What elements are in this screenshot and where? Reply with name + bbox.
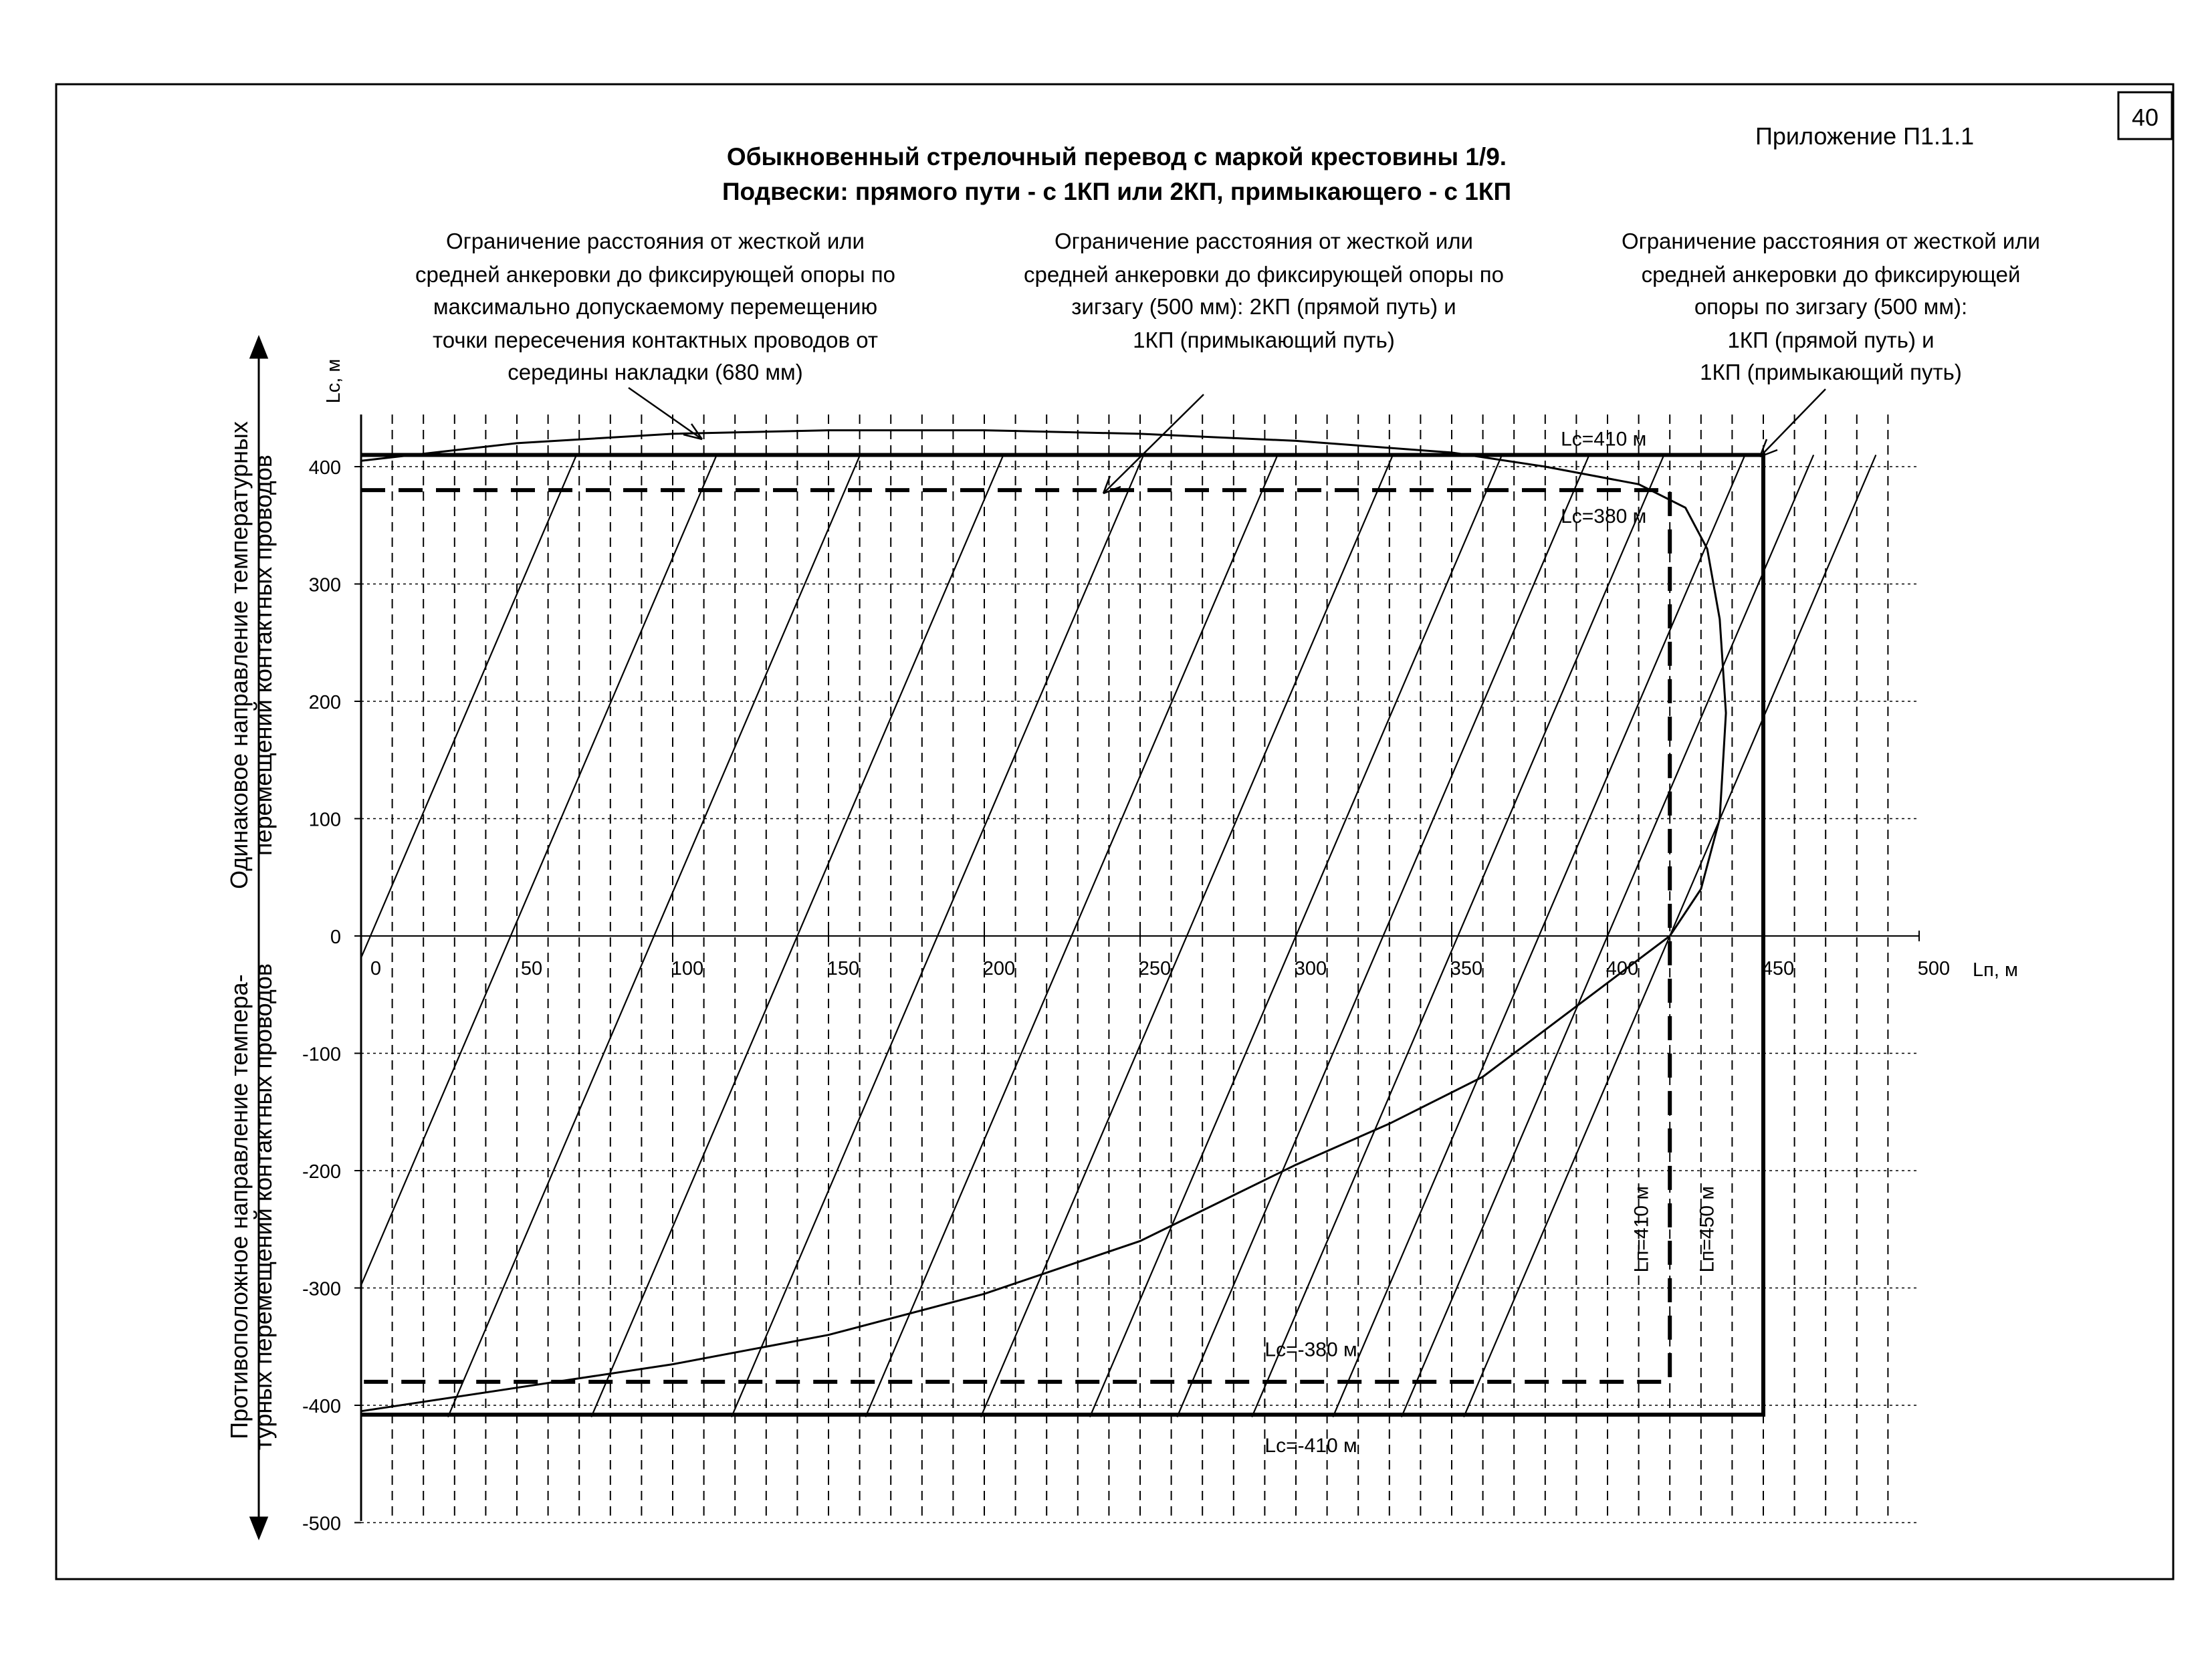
- page-number: 40: [2131, 104, 2159, 131]
- note-middle: [1024, 229, 1504, 352]
- x-tick-label-500: 500: [1917, 958, 1951, 979]
- y-tick-label-0: 0: [330, 927, 341, 948]
- note-left-line-3: максимально допускаемому перемещению: [433, 294, 878, 319]
- annotation-lp-450: Lп=450 м: [1696, 1186, 1719, 1273]
- note-left-line-2: средней анкеровки до фиксирующей опоры по: [415, 262, 896, 287]
- x-tick-label-50: 50: [520, 958, 543, 979]
- y-tick-label--400: -400: [302, 1396, 341, 1417]
- note-middle-line-4: 1КП (примыкающий путь): [1133, 328, 1395, 352]
- chart-title-line-2: Подвески: прямого пути - с 1КП или 2КП, примыкающего - с 1КП: [722, 178, 1512, 205]
- y-side-label-lower: [225, 963, 277, 1450]
- y-axis-title-group: [323, 359, 344, 404]
- y-axis-title: Lс, м: [323, 358, 344, 404]
- note-right-line-4: 1КП (прямой путь) и: [1727, 328, 1934, 352]
- series-group: [361, 431, 1763, 1415]
- y-tick-label-400: 400: [308, 457, 341, 479]
- y-tick-label-100: 100: [308, 809, 341, 831]
- annotation-lc-minus-380: Lс=-380 м: [1264, 1338, 1357, 1361]
- x-tick-label-300: 300: [1294, 958, 1327, 979]
- x-tick-label-200: 200: [982, 958, 1016, 979]
- tick-labels: [302, 457, 1950, 1535]
- appendix-label: Приложение П1.1.1: [1755, 122, 1975, 150]
- x-tick-label-150: 150: [826, 958, 860, 979]
- y-arrow-up: [251, 338, 267, 358]
- x-tick-label-250: 250: [1138, 958, 1172, 979]
- series-limit-680mm-curve: [361, 431, 1726, 1411]
- y-tick-label--100: -100: [302, 1044, 341, 1066]
- x-tick-label-350: 350: [1450, 958, 1483, 979]
- y-tick-label--500: -500: [302, 1513, 341, 1535]
- note-left-line-1: Ограничение расстояния от жесткой или: [445, 229, 865, 253]
- note-right-line-2: средней анкеровки до фиксирующей: [1641, 262, 2021, 287]
- y-side-upper-line-1: Одинаковое направление температурных: [225, 421, 253, 889]
- x-tick-label-400: 400: [1606, 958, 1639, 979]
- y-side-lower-line-2: турных перемещений контактных проводов: [249, 963, 277, 1451]
- x-tick-label-450: 450: [1761, 958, 1795, 979]
- annotation-lp-410: Lп=410 м: [1630, 1186, 1653, 1273]
- note-left: [415, 229, 895, 384]
- annotation-lc-410: Lс=410 м: [1561, 428, 1647, 451]
- x-tick-label-0: 0: [370, 958, 382, 979]
- note-left-line-5: середины накладки (680 мм): [508, 360, 803, 384]
- y-arrow-down: [251, 1518, 267, 1538]
- x-tick-label-100: 100: [671, 958, 704, 979]
- note-middle-line-2: средней анкеровки до фиксирующей опоры по: [1023, 262, 1505, 287]
- annotation-lc-380: Lс=380 м: [1561, 505, 1647, 528]
- y-tick-label-300: 300: [308, 574, 341, 596]
- note-right-line-1: Ограничение расстояния от жесткой или: [1621, 229, 2041, 253]
- series-limit-410-450: [361, 455, 1763, 1415]
- chart-title-line-1: Обыкновенный стрелочный перевод с маркой крестовины 1/9.: [726, 143, 1507, 170]
- y-tick-label--200: -200: [302, 1161, 341, 1183]
- pointer-middle: [1103, 394, 1204, 493]
- note-middle-line-1: Ограничение расстояния от жесткой или: [1054, 229, 1474, 253]
- note-middle-line-3: зигзагу (500 мм): 2КП (прямой путь) и: [1071, 294, 1456, 319]
- annotation-lc-minus-410: Lс=-410 м: [1264, 1435, 1357, 1457]
- y-side-lower-line-1: Противоположное направление темпера-: [225, 974, 253, 1439]
- pointer-left: [629, 388, 702, 439]
- note-right: [1622, 229, 2040, 384]
- note-left-line-4: точки пересечения контактных проводов от: [433, 328, 878, 352]
- y-side-label-upper: [225, 421, 277, 889]
- y-tick-label--300: -300: [302, 1278, 341, 1300]
- note-right-line-5: 1КП (примыкающий путь): [1700, 360, 1962, 384]
- x-axis-title: Lп, м: [1973, 959, 2018, 981]
- axes: [354, 414, 1919, 1523]
- y-side-upper-line-2: перемещений контактных проводов: [249, 455, 277, 856]
- pointer-right: [1760, 389, 1826, 457]
- y-tick-label-200: 200: [308, 692, 341, 713]
- note-right-line-3: опоры по зигзагу (500 мм):: [1694, 294, 1968, 319]
